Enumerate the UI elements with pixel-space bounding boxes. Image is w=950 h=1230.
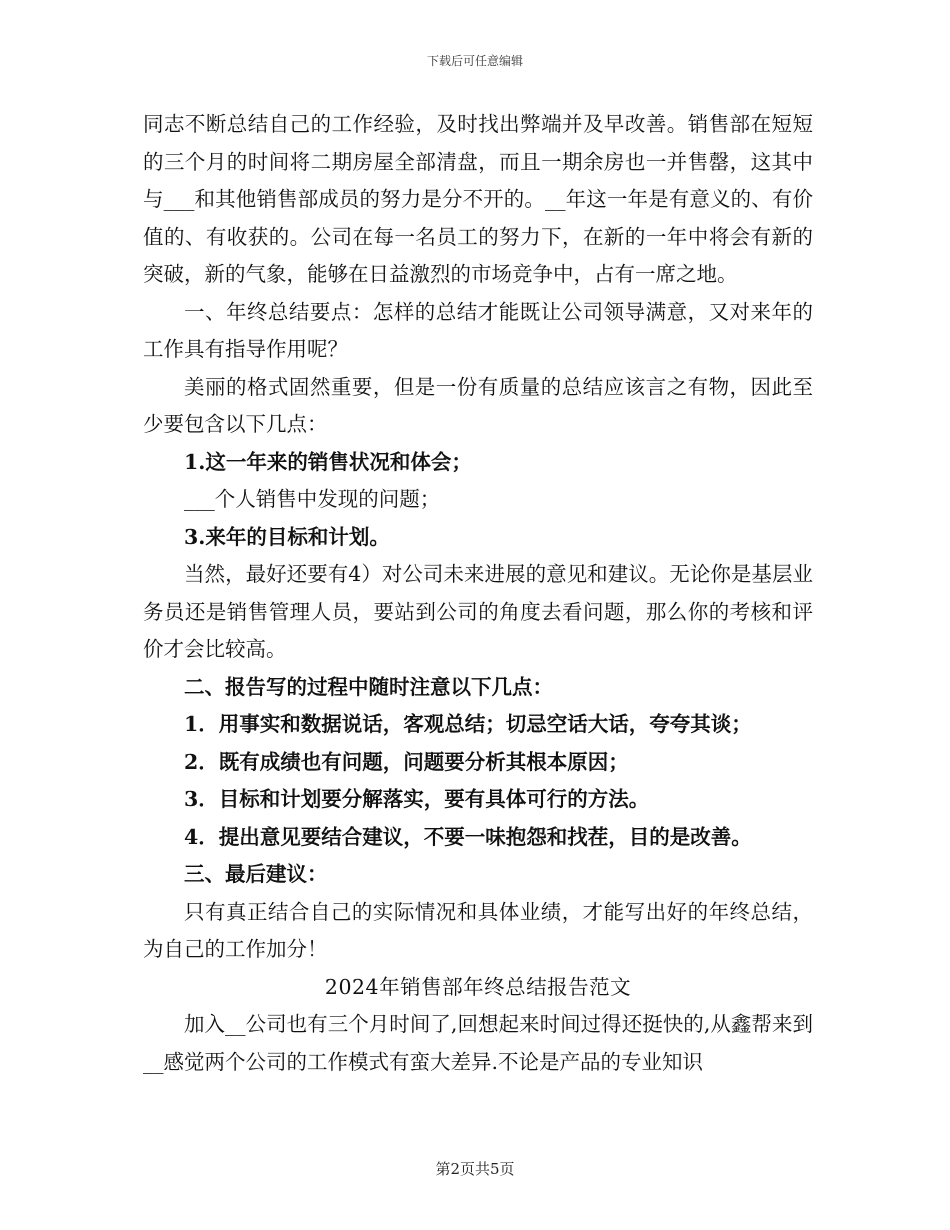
paragraph: 当然，最好还要有4）对公司未来进展的意见和建议。无论你是基层业务员还是销售管理人员，要站到公司的角度去看问题，那么你的考核和评价才会比较高。: [143, 562, 813, 661]
paragraph: 美丽的格式固然重要，但是一份有质量的总结应该言之有物，因此至少要包含以下几点：: [143, 374, 813, 436]
list-item: 1．用事实和数据说话，客观总结；切忌空话大话，夸夸其谈；: [184, 712, 752, 736]
paragraph: 同志不断总结自己的工作经验，及时找出弊端并及早改善。销售部在短短的三个月的时间将二期房屋全部清盘，而且一期余房也一并售罄，这其中与___和其他销售部成员的努力是分不开的。__年这一年是有意义的、有价值的、有收获的。公司在每一名员工的努力下，在新的一年中将会有新的突破，新的气象，能够在日益激烈的市场竞争中，占有一席之地。: [143, 112, 813, 286]
page-number: 第2页共5页: [435, 1160, 515, 1178]
list-item: 4．提出意见要结合建议，不要一味抱怨和找茬，目的是改善。: [184, 824, 752, 849]
list-item: 3．目标和计划要分解落实，要有具体可行的方法。: [184, 787, 650, 811]
section-heading-3: 三、最后建议：: [184, 862, 328, 886]
document-title: 2024年销售部年终总结报告范文: [324, 974, 632, 999]
document-body: [143, 106, 813, 1081]
section-heading-2: 二、报告写的过程中随时注意以下几点：: [184, 674, 553, 699]
list-item: 2．既有成绩也有问题，问题要分析其根本原因；: [184, 749, 629, 774]
paragraph: 加入__公司也有三个月时间了,回想起来时间过得还挺快的,从鑫帮来到__感觉两个公司的工作模式有蛮大差异.不论是产品的专业知识: [143, 1012, 813, 1074]
list-item: 3.来年的目标和计划。: [184, 524, 390, 549]
paragraph: 只有真正结合自己的实际情况和具体业绩，才能写出好的年终总结，为自己的工作加分！: [143, 899, 813, 961]
page-header: 下载后可任意编辑: [426, 54, 523, 68]
list-item: ___个人销售中发现的问题；: [184, 487, 441, 511]
section-heading-1: 一、年终总结要点：怎样的总结才能既让公司领导满意，又对来年的工作具有指导作用呢？: [143, 299, 813, 361]
list-item: 1.这一年来的销售状况和体会；: [184, 449, 472, 474]
